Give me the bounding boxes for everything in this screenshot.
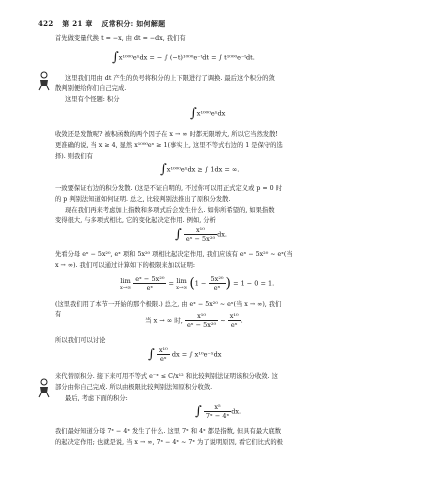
figure-reading-icon bbox=[36, 71, 52, 91]
text-line: 我们最好知道分母 7ˣ − 4ˣ 发生了什么. 这里 7ˣ 和 4ˣ 都是指数, 但具有最大底数 bbox=[55, 428, 282, 435]
equation-6: 当 x → ∞ 时, $\frac{\text{x¹⁰}}{\text{eˣ − 5x²⁰}}$ ~ $\frac{\text{x¹⁰}}{\text{eˣ}}$ . bbox=[145, 312, 243, 329]
text-line: 散判别便给你们自己完成. bbox=[55, 85, 127, 92]
equation-3: ∫x¹⁰⁰⁰eˣdx ≥ ∫ 1dx = ∞. bbox=[160, 162, 240, 177]
text-line: (这里我们用了本节一开始的那个极限.) 总之, 由 eˣ − 5x²⁰ ~ eˣ(当 x → ∞), 我们 bbox=[55, 301, 282, 308]
text-line: 所以我们可以讨论 bbox=[55, 337, 106, 344]
equation-7: ∫ $\frac{\text{x¹⁰}}{\text{eˣ}}$ dx = ∫ x¹⁰e⁻ˣdx bbox=[148, 346, 222, 363]
text-line: 一致要保证右边的积分发散. (这是不证自明的, 不过你可以用正式定义或 p = 0 时 bbox=[55, 185, 282, 192]
text-line: 变得很大, 与多项式相比, 它的变化起决定作用. 例如, 分析 bbox=[55, 217, 216, 224]
equation-1: ∫x¹⁰⁰⁰eˣdx = − ∫ (−t)¹⁰⁰⁰e⁻ᵗdt = ∫ t¹⁰⁰⁰e⁻ᵗdt. bbox=[112, 50, 255, 65]
equation-4: ∫ $\frac{\text{x¹⁰}}{\text{eˣ − 5x²⁰}}$ dx. bbox=[175, 226, 227, 243]
text-line: 收敛还是发散呢? 被积函数的两个因子在 x → ∞ 时都无限增大, 所以它当然发散! bbox=[55, 131, 278, 138]
text-line: 最后, 考虑下面的积分: bbox=[65, 395, 128, 402]
text-line: 这里我们用由 dt 产生的负号将积分的上下限进行了调换. 最后这个积分的敛 bbox=[65, 75, 275, 82]
figure-thinking-icon bbox=[36, 378, 52, 398]
equation-1-body: x¹⁰⁰⁰eˣdx = − ∫ (−t)¹⁰⁰⁰e⁻ᵗdt = ∫ t¹⁰⁰⁰e⁻ᵗdt. bbox=[118, 53, 255, 62]
text-line: 部分由你自己完成. 所以由极限比较判别法知原积分收敛. bbox=[55, 384, 213, 391]
text-line: 来代替原积分. 接下来可用不等式 e⁻ˣ ≤ C/x¹² 和比较判别法证明该积分收敛. 这 bbox=[55, 373, 278, 380]
text-line: 先看分母 eˣ − 5x²⁰, eˣ 项和 5x²⁰ 项相比起决定作用, 我们应该有 eˣ − 5x²⁰ ~ eˣ(当 bbox=[55, 251, 293, 258]
equation-5: lim x→∞ $\frac{\text{eˣ − 5x²⁰}}{\text{eˣ}}$ = lim x→∞ (1 − $\frac{\text{5x²⁰}}{\text{eˣ}}$ ) = 1 − 0 = 1. bbox=[120, 275, 275, 292]
equation-8: ∫ $\frac{\text{x⁵}}{\text{7ˣ − 4ˣ}}$ dx. bbox=[195, 403, 242, 420]
text-line: 这里有个怪题: 积分 bbox=[65, 96, 120, 103]
text-line: 首先做变量代换 t = −x, 由 dt = −dx, 我们有 bbox=[55, 35, 186, 42]
text-line: 的 p 判别法知道如何证明. 总之, 比较判别法推出了原积分发散. bbox=[55, 196, 231, 203]
text-line: 有 bbox=[55, 311, 62, 318]
text-line: 择). 则我们有 bbox=[55, 153, 93, 160]
chapter-label: 第 21 章 bbox=[62, 19, 93, 28]
text-line: 现在我们再来考虑加上指数和多项式后会发生什么. 如你所希望的, 如果指数 bbox=[65, 207, 275, 214]
text-line: x → ∞). 我们可以通过计算如下的极限来加以证明: bbox=[55, 262, 196, 269]
page-header bbox=[38, 19, 165, 29]
chapter-title: 反常积分: 如何解题 bbox=[101, 19, 166, 28]
page-number: 422 bbox=[38, 19, 54, 28]
text-line: 更准确的说, 当 x ≥ 4, 显然 x¹⁰⁰⁰eˣ ≥ 1(事实上, 这里不等式右边的 1 是保守的选 bbox=[55, 142, 283, 149]
text-line: 的起决定作用; 也就是说, 当 x → ∞, 7ˣ − 4ˣ ~ 7ˣ 为了说明原因, 看它们比式的极 bbox=[55, 439, 283, 446]
equation-2: ∫x¹⁰⁰⁰eˣdx bbox=[190, 106, 226, 121]
